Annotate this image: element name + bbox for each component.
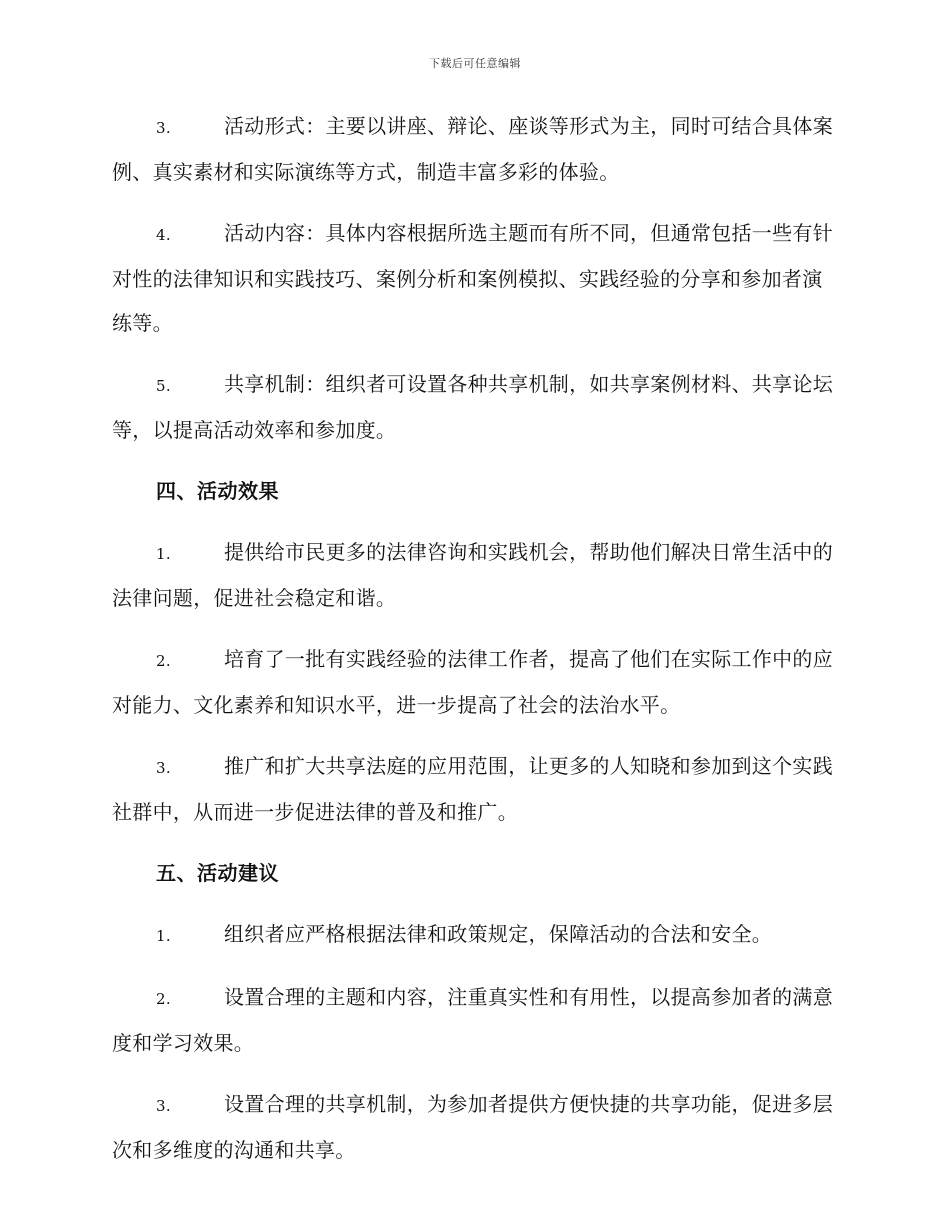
list-item-number: 3. bbox=[156, 1097, 171, 1115]
section-heading-suggestions: 五、活动建议 bbox=[156, 861, 279, 885]
list-item bbox=[112, 975, 834, 1065]
list-item-number: 3. bbox=[156, 759, 171, 777]
document-body bbox=[112, 104, 834, 1189]
list-item bbox=[112, 744, 834, 834]
list-item-number: 5. bbox=[156, 377, 171, 395]
page-header: 下载后可任意编辑 bbox=[429, 57, 521, 70]
section-heading-effects: 四、活动效果 bbox=[156, 479, 279, 503]
list-item-number: 1. bbox=[156, 545, 171, 563]
list-item-text: 推广和扩大共享法庭的应用范围，让更多的人知晓和参加到这个实践社群中，从而进一步促进法律的普及和推广。 bbox=[112, 754, 833, 824]
list-item bbox=[112, 530, 834, 620]
list-item-text: 提供给市民更多的法律咨询和实践机会，帮助他们解决日常生活中的法律问题，促进社会稳定和谐。 bbox=[112, 540, 833, 610]
list-item-text: 活动内容：具体内容根据所选主题而有所不同，但通常包括一些有针对性的法律知识和实践技巧、案例分析和案例模拟、实践经验的分享和参加者演练等。 bbox=[112, 221, 833, 335]
list-item-number: 2. bbox=[156, 990, 171, 1008]
list-item-number: 2. bbox=[156, 652, 171, 670]
list-item-text: 培育了一批有实践经验的法律工作者，提高了他们在实际工作中的应对能力、文化素养和知识水平，进一步提高了社会的法治水平。 bbox=[112, 647, 833, 717]
list-item-number: 3. bbox=[156, 119, 171, 137]
list-item-text: 共享机制：组织者可设置各种共享机制，如共享案例材料、共享论坛等，以提高活动效率和参加度。 bbox=[112, 372, 833, 442]
list-item-text: 设置合理的主题和内容，注重真实性和有用性，以提高参加者的满意度和学习效果。 bbox=[112, 985, 833, 1055]
list-item bbox=[112, 912, 834, 958]
list-item bbox=[112, 211, 834, 345]
list-item bbox=[112, 1082, 834, 1172]
list-item-text: 设置合理的共享机制，为参加者提供方便快捷的共享功能，促进多层次和多维度的沟通和共享。 bbox=[112, 1092, 833, 1162]
list-item-text: 活动形式：主要以讲座、辩论、座谈等形式为主，同时可结合具体案例、真实素材和实际演练等方式，制造丰富多彩的体验。 bbox=[112, 114, 833, 184]
list-item bbox=[112, 104, 834, 194]
list-item-text: 组织者应严格根据法律和政策规定，保障活动的合法和安全。 bbox=[224, 922, 773, 946]
list-item bbox=[112, 637, 834, 727]
list-item-number: 1. bbox=[156, 927, 171, 945]
list-item-number: 4. bbox=[156, 226, 171, 244]
list-item bbox=[112, 362, 834, 452]
